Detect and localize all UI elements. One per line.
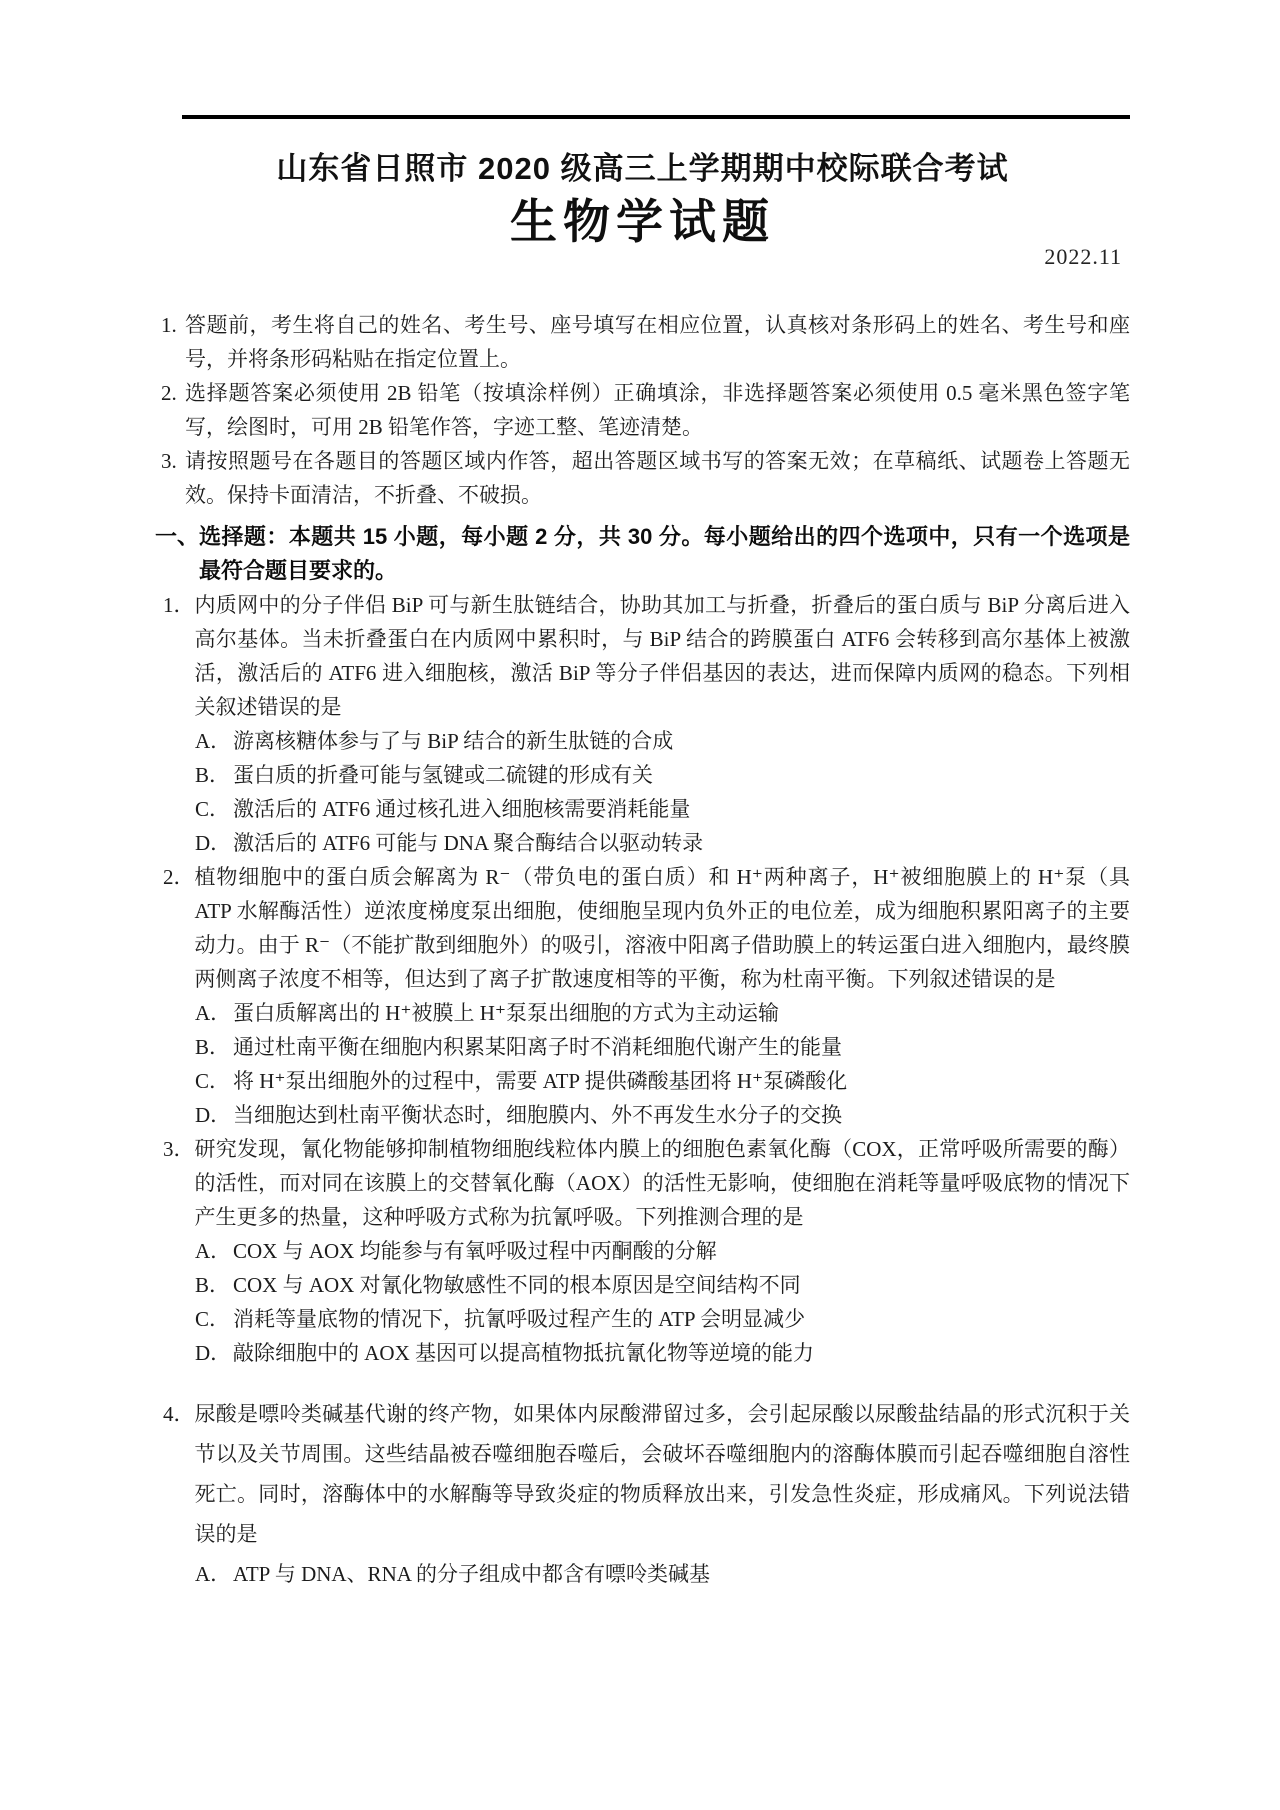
option-label: A． bbox=[195, 1562, 232, 1586]
question-stem: 植物细胞中的蛋白质会解离为 R⁻（带负电的蛋白质）和 H⁺两种离子，H⁺被细胞膜上的 H⁺泵（具 ATP 水解酶活性）逆浓度梯度泵出细胞，使细胞呈现内负外正的电位差，成为细胞积累阳离子的主要动力。由于 R⁻（不能扩散到细胞外）的吸引，溶液中阳离子借助膜上的转运蛋白进入细胞内，最终膜两侧离子浓度不相等，但达到了离子扩散速度相等的平衡，称为杜南平衡。下列叙述错误的是 bbox=[194, 865, 1130, 991]
option-text: COX 与 AOX 对氰化物敏感性不同的根本原因是空间结构不同 bbox=[233, 1273, 801, 1297]
question-number: 2． bbox=[163, 865, 195, 889]
question-4 bbox=[155, 1394, 1130, 1594]
option-row bbox=[155, 724, 1130, 758]
section-heading bbox=[155, 520, 1130, 588]
page-content bbox=[155, 119, 1130, 1594]
option-row bbox=[155, 758, 1130, 792]
option-label: B． bbox=[195, 1035, 231, 1059]
instruction-item bbox=[155, 444, 1130, 512]
option-row bbox=[155, 1064, 1130, 1098]
question-stem: 研究发现，氰化物能够抑制植物细胞线粒体内膜上的细胞色素氧化酶（COX，正常呼吸所需要的酶）的活性，而对同在该膜上的交替氧化酶（AOX）的活性无影响，使细胞在消耗等量呼吸底物的情况下产生更多的热量，这种呼吸方式称为抗氰呼吸。下列推测合理的是 bbox=[194, 1137, 1130, 1229]
instructions-list bbox=[155, 308, 1130, 512]
option-text: 将 H⁺泵出细胞外的过程中，需要 ATP 提供磷酸基团将 H⁺泵磷酸化 bbox=[233, 1069, 848, 1093]
question-stem: 尿酸是嘌呤类碱基代谢的终产物，如果体内尿酸滞留过多，会引起尿酸以尿酸盐结晶的形式沉积于关节以及关节周围。这些结晶被吞噬细胞吞噬后，会破坏吞噬细胞内的溶酶体膜而引起吞噬细胞自溶性死亡。同时，溶酶体中的水解酶等导致炎症的物质释放出来，引发急性炎症，形成痛风。下列说法错误的是 bbox=[194, 1402, 1130, 1546]
section-heading-text: 选择题：本题共 15 小题，每小题 2 分，共 30 分。每小题给出的四个选项中，只有一个选项是最符合题目要求的。 bbox=[199, 524, 1130, 583]
question-3 bbox=[155, 1132, 1130, 1370]
instruction-item bbox=[155, 376, 1130, 444]
question-number: 1． bbox=[163, 593, 195, 617]
instruction-number: 1. bbox=[161, 313, 177, 337]
instruction-text: 选择题答案必须使用 2B 铅笔（按填涂样例）正确填涂，非选择题答案必须使用 0.5 毫米黑色签字笔写，绘图时，可用 2B 铅笔作答，字迹工整、笔迹清楚。 bbox=[185, 381, 1130, 439]
option-label: D． bbox=[195, 831, 232, 855]
option-row bbox=[155, 1030, 1130, 1064]
question-2 bbox=[155, 860, 1130, 1132]
section-heading-label: 一、 bbox=[155, 524, 200, 549]
option-label: A． bbox=[195, 729, 232, 753]
question-1 bbox=[155, 588, 1130, 860]
paper-title-row bbox=[155, 194, 1130, 269]
option-label: C． bbox=[195, 797, 231, 821]
option-label: A． bbox=[195, 1239, 232, 1263]
option-row bbox=[155, 1268, 1130, 1302]
option-text: COX 与 AOX 均能参与有氧呼吸过程中丙酮酸的分解 bbox=[233, 1239, 717, 1263]
option-label: B． bbox=[195, 763, 231, 787]
paper-title: 生物学试题 bbox=[510, 197, 775, 249]
option-label: B． bbox=[195, 1273, 231, 1297]
option-row bbox=[155, 1554, 1130, 1594]
instruction-text: 答题前，考生将自己的姓名、考生号、座号填写在相应位置，认真核对条形码上的姓名、考生号和座号，并将条形码粘贴在指定位置上。 bbox=[185, 313, 1130, 371]
option-row bbox=[155, 792, 1130, 826]
option-text: 激活后的 ATF6 通过核孔进入细胞核需要消耗能量 bbox=[233, 797, 691, 821]
option-label: A． bbox=[195, 1001, 232, 1025]
option-text: 通过杜南平衡在细胞内积累某阳离子时不消耗细胞代谢产生的能量 bbox=[233, 1035, 842, 1059]
option-text: 蛋白质的折叠可能与氢键或二硫键的形成有关 bbox=[233, 763, 653, 787]
question-number: 4． bbox=[163, 1402, 195, 1426]
option-row bbox=[155, 1336, 1130, 1370]
instruction-number: 2. bbox=[161, 381, 177, 405]
option-text: 蛋白质解离出的 H⁺被膜上 H⁺泵泵出细胞的方式为主动运输 bbox=[233, 1001, 779, 1025]
option-label: D． bbox=[195, 1103, 232, 1127]
question-head bbox=[155, 1132, 1130, 1234]
option-row bbox=[155, 1302, 1130, 1336]
exam-title: 山东省日照市 2020 级高三上学期期中校际联合考试 bbox=[276, 151, 1009, 186]
instruction-number: 3. bbox=[161, 449, 177, 473]
option-text: 当细胞达到杜南平衡状态时，细胞膜内、外不再发生水分子的交换 bbox=[233, 1103, 842, 1127]
instruction-item bbox=[155, 308, 1130, 376]
option-label: C． bbox=[195, 1069, 231, 1093]
option-label: D． bbox=[195, 1341, 232, 1365]
option-row bbox=[155, 996, 1130, 1030]
option-text: 激活后的 ATF6 可能与 DNA 聚合酶结合以驱动转录 bbox=[233, 831, 704, 855]
exam-date: 2022.11 bbox=[1044, 244, 1122, 269]
question-head bbox=[155, 588, 1130, 724]
question-head bbox=[155, 860, 1130, 996]
instruction-text: 请按照题号在各题目的答题区域内作答，超出答题区域书写的答案无效；在草稿纸、试题卷上答题无效。保持卡面清洁，不折叠、不破损。 bbox=[185, 449, 1130, 507]
option-row bbox=[155, 826, 1130, 860]
question-head bbox=[155, 1394, 1130, 1554]
option-text: 游离核糖体参与了与 BiP 结合的新生肽链的合成 bbox=[233, 729, 674, 753]
option-text: 敲除细胞中的 AOX 基因可以提高植物抵抗氰化物等逆境的能力 bbox=[233, 1341, 814, 1365]
question-number: 3． bbox=[163, 1137, 195, 1161]
option-label: C． bbox=[195, 1307, 231, 1331]
option-text: ATP 与 DNA、RNA 的分子组成中都含有嘌呤类碱基 bbox=[233, 1562, 710, 1586]
option-row bbox=[155, 1234, 1130, 1268]
question-stem: 内质网中的分子伴侣 BiP 可与新生肽链结合，协助其加工与折叠，折叠后的蛋白质与 BiP 分离后进入高尔基体。当未折叠蛋白在内质网中累积时，与 BiP 结合的跨膜蛋白 ATF6 会转移到高尔基体上被激活，激活后的 ATF6 进入细胞核，激活 BiP 等分子伴侣基因的表达，进而保障内质网的稳态。下列相关叙述错误的是 bbox=[194, 593, 1130, 719]
option-text: 消耗等量底物的情况下，抗氰呼吸过程产生的 ATP 会明显减少 bbox=[233, 1307, 806, 1331]
option-row bbox=[155, 1098, 1130, 1132]
